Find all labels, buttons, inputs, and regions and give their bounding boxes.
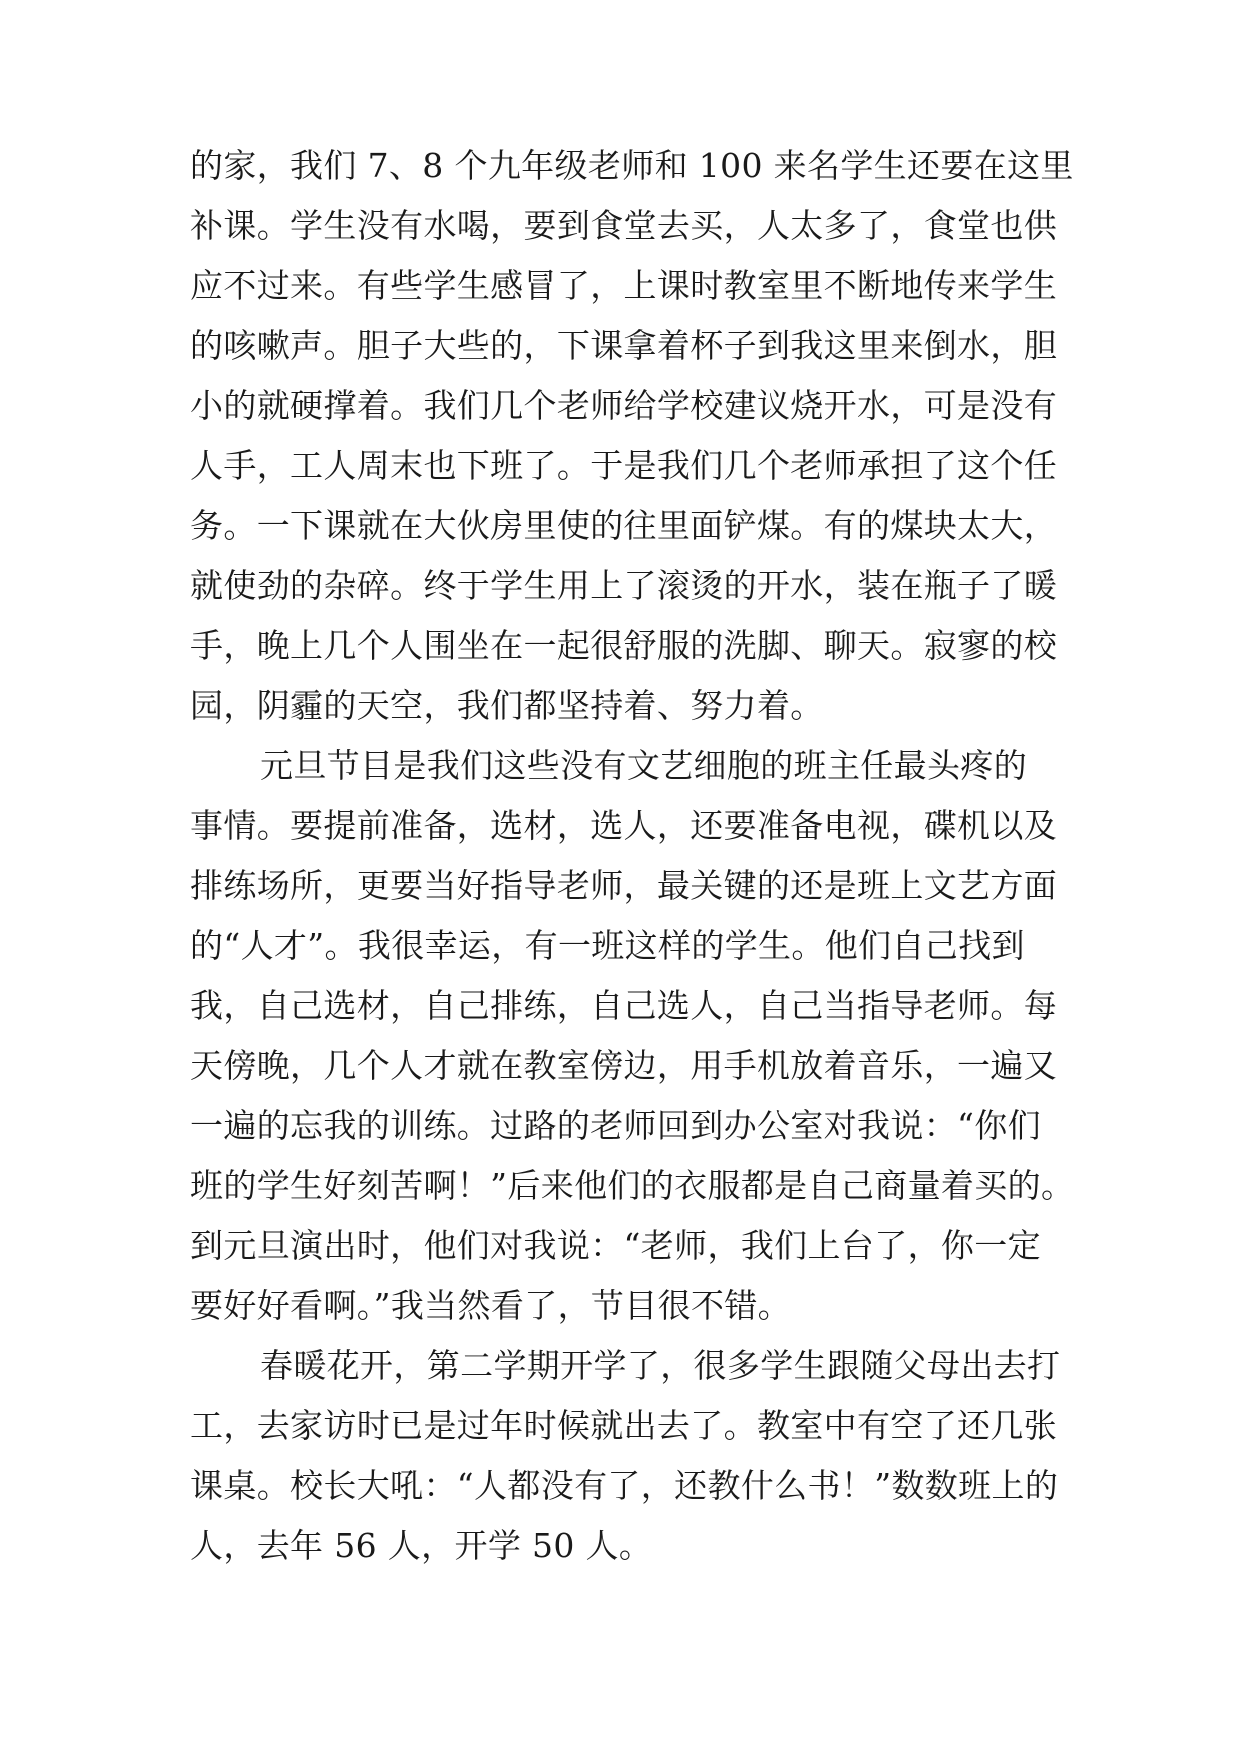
paragraph-1-line-3: 应不过来。有些学生感冒了，上课时教室里不断地传来学生 bbox=[190, 266, 1058, 305]
paragraph-2-line-9: 到元旦演出时，他们对我说：“老师，我们上台了，你一定 bbox=[190, 1226, 1041, 1265]
paragraph-2-line-5: 我，自己选材，自己排练，自己选人，自己当指导老师。每 bbox=[190, 986, 1058, 1025]
paragraph-1-line-1: 的家，我们 7、8 个九年级老师和 100 来名学生还要在这里 bbox=[190, 146, 1074, 185]
paragraph-1-line-7: 务。一下课就在大伙房里使的往里面铲煤。有的煤块太大， bbox=[190, 506, 1058, 545]
paragraph-2-line-10: 要好好看啊。”我当然看了，节目很不错。 bbox=[190, 1286, 792, 1325]
paragraph-3-line-4: 人，去年 56 人，开学 50 人。 bbox=[190, 1526, 653, 1565]
paragraph-2-line-4: 的“人才”。我很幸运，有一班这样的学生。他们自己找到 bbox=[190, 926, 1025, 965]
paragraph-2-line-8: 班的学生好刻苦啊！”后来他们的衣服都是自己商量着买的。 bbox=[190, 1166, 1075, 1205]
paragraph-3-line-3: 课桌。校长大吼：“人都没有了，还教什么书！”数数班上的 bbox=[190, 1466, 1059, 1505]
paragraph-1-line-2: 补课。学生没有水喝，要到食堂去买，人太多了，食堂也供 bbox=[190, 206, 1058, 245]
paragraph-1-line-6: 人手，工人周末也下班了。于是我们几个老师承担了这个任 bbox=[190, 446, 1058, 485]
paragraph-1-line-4: 的咳嗽声。胆子大些的，下课拿着杯子到我这里来倒水，胆 bbox=[190, 326, 1058, 365]
paragraph-1-line-8: 就使劲的杂碎。终于学生用上了滚烫的开水，装在瓶子了暖 bbox=[190, 566, 1058, 605]
paragraph-3-line-1: 春暖花开，第二学期开学了，很多学生跟随父母出去打 bbox=[260, 1346, 1061, 1385]
paragraph-1-line-5: 小的就硬撑着。我们几个老师给学校建议烧开水，可是没有 bbox=[190, 386, 1058, 425]
paragraph-1-line-9: 手，晚上几个人围坐在一起很舒服的洗脚、聊天。寂寥的校 bbox=[190, 626, 1058, 665]
paragraph-2-line-2: 事情。要提前准备，选材，选人，还要准备电视，碟机以及 bbox=[190, 806, 1058, 845]
paragraph-2-line-7: 一遍的忘我的训练。过路的老师回到办公室对我说：“你们 bbox=[190, 1106, 1041, 1145]
paragraph-2-line-6: 天傍晚，几个人才就在教室傍边，用手机放着音乐，一遍又 bbox=[190, 1046, 1058, 1085]
paragraph-1-line-10: 园，阴霾的天空，我们都坚持着、努力着。 bbox=[190, 686, 824, 725]
paragraph-2-line-1: 元旦节目是我们这些没有文艺细胞的班主任最头疼的 bbox=[260, 746, 1028, 785]
paragraph-2-line-3: 排练场所，更要当好指导老师，最关键的还是班上文艺方面 bbox=[190, 866, 1058, 905]
paragraph-3-line-2: 工，去家访时已是过年时候就出去了。教室中有空了还几张 bbox=[190, 1406, 1058, 1445]
